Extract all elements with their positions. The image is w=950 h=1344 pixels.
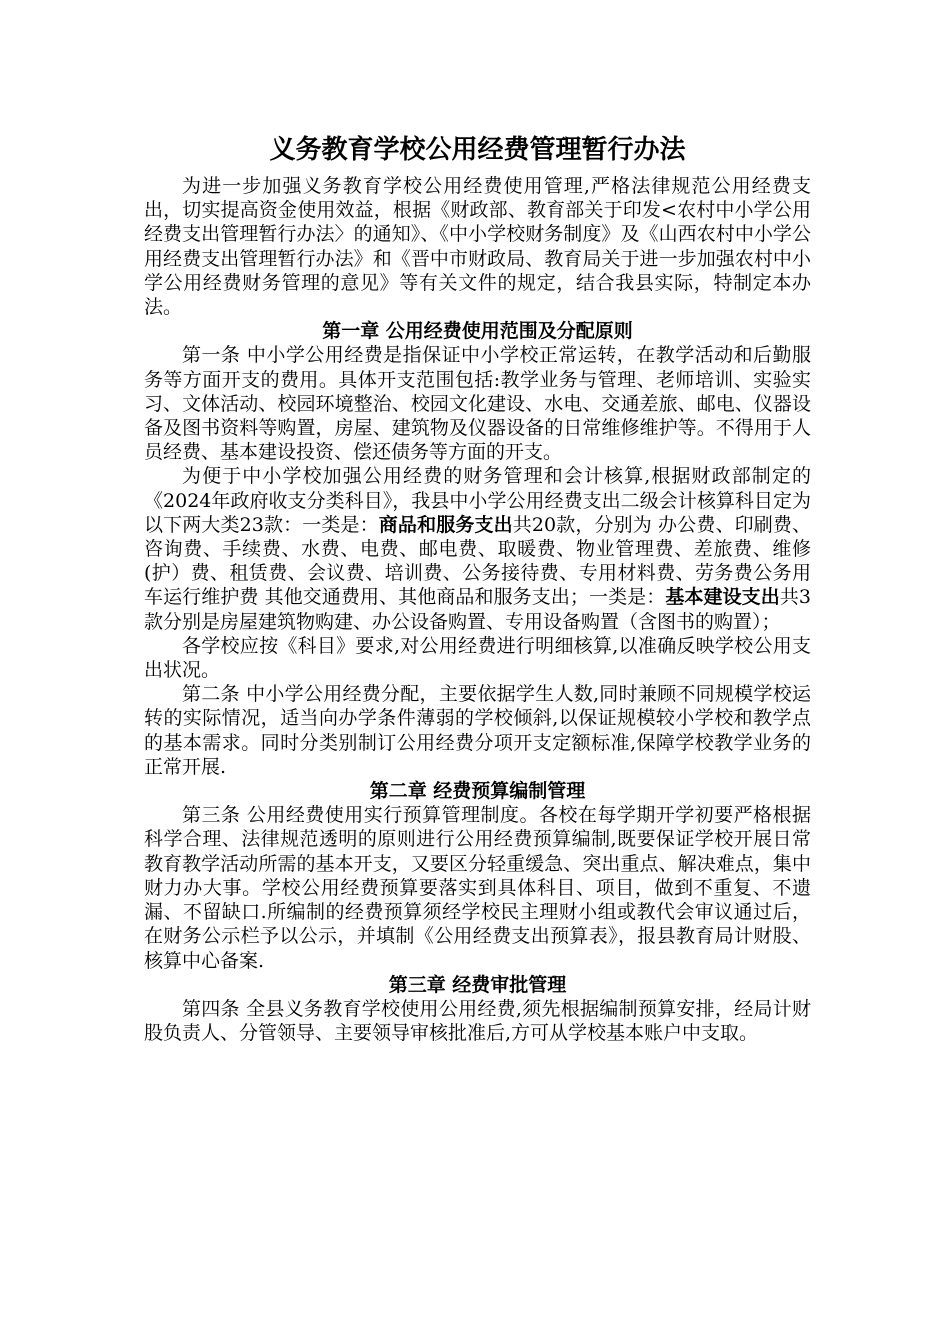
categories-text-part-3: 共3款分别是房屋建筑物购建、办公设备购置、专用设备购置（含图书的购置）； (144, 586, 811, 633)
chapter-3-heading: 第三章 经费审批管理 (388, 973, 567, 996)
document-page (144, 128, 811, 1045)
chapter-2-heading: 第二章 经费预算编制管理 (369, 780, 586, 803)
categories-text-part-2: 共20款，分别为 办公费、印刷费、咨询费、手续费、水费、电费、邮电费、取暖费、物业管理费、差旅费、维修(护）费、租赁费、会议费、培训费、公务接待费、专用材料费、劳务费公务用车运行维护费 其他交通费用、其他商品和服务支出；一类是： (144, 513, 811, 609)
article-2-paragraph: 第二条 中小学公用经费分配，主要依据学生人数,同时兼顾不同规模学校运转的实际情况，适当向办学条件薄弱的学校倾斜,以保证规模较小学校和教学点的基本需求。同时分类别制订公用经费分项开支定额标准,保障学校教学业务的正常开展. (144, 683, 811, 778)
goods-services-label: 商品和服务支出 (378, 513, 513, 536)
article-3-paragraph: 第三条 公用经费使用实行预算管理制度。各校在每学期开学初要严格根据科学合理、法律规范透明的原则进行公用经费预算编制,既要保证学校开展日常教育教学活动所需的基本开支，又要区分轻重缓急、突出重点、解决难点，集中财力办大事。学校公用经费预算要落实到具体科目、项目，做到不重复、不遗漏、不留缺口.所编制的经费预算须经学校民主理财小组或教代会审议通过后，在财务公示栏予以公示，并填制《公用经费支出预算表》，报县教育局计财股、核算中心备案. (144, 804, 811, 972)
article-1-paragraph: 第一条 中小学公用经费是指保证中小学校正常运转，在教学活动和后勤服务等方面开支的费用。具体开支范围包括:教学业务与管理、老师培训、实验实习、文体活动、校园环境整治、校园文化建设、水电、交通差旅、邮电、仪器设备及图书资料等购置，房屋、建筑物及仪器设备的日常维修维护等。不得用于人员经费、基本建设投资、偿还债务等方面的开支。 (144, 344, 811, 464)
accounting-categories-paragraph (144, 464, 811, 633)
capital-construction-label: 基本建设支出 (665, 586, 780, 609)
chapter-1-heading: 第一章 公用经费使用范围及分配原则 (322, 320, 633, 343)
categories-text-part-1: 为便于中小学校加强公用经费的财务管理和会计核算,根据财政部制定的《2024年政府收支分类科目》，我县中小学公用经费支出二级会计核算科目定为以下两大类23款：一类是： (144, 465, 811, 536)
article-4-paragraph: 第四条 全县义务教育学校使用公用经费,须先根据编制预算安排，经局计财股负责人、分管领导、主要领导审核批准后,方可从学校基本账户中支取。 (144, 997, 811, 1045)
detailed-accounting-paragraph: 各学校应按《科目》要求,对公用经费进行明细核算,以准确反映学校公用支出状况。 (144, 634, 811, 682)
document-title: 义务教育学校公用经费管理暂行办法 (269, 135, 686, 165)
intro-paragraph: 为进一步加强义务教育学校公用经费使用管理,严格法律规范公用经费支出，切实提高资金使用效益，根据《财政部、教育部关于印发<农村中小学公用经费支出管理暂行办法〉的通知》、《中小学校财务制度》及《山西农村中小学公用经费支出管理暂行办法》和《晋中市财政局、教育局关于进一步加强农村中小学公用经费财务管理的意见》等有关文件的规定，结合我县实际，特制定本办法。 (144, 175, 811, 319)
